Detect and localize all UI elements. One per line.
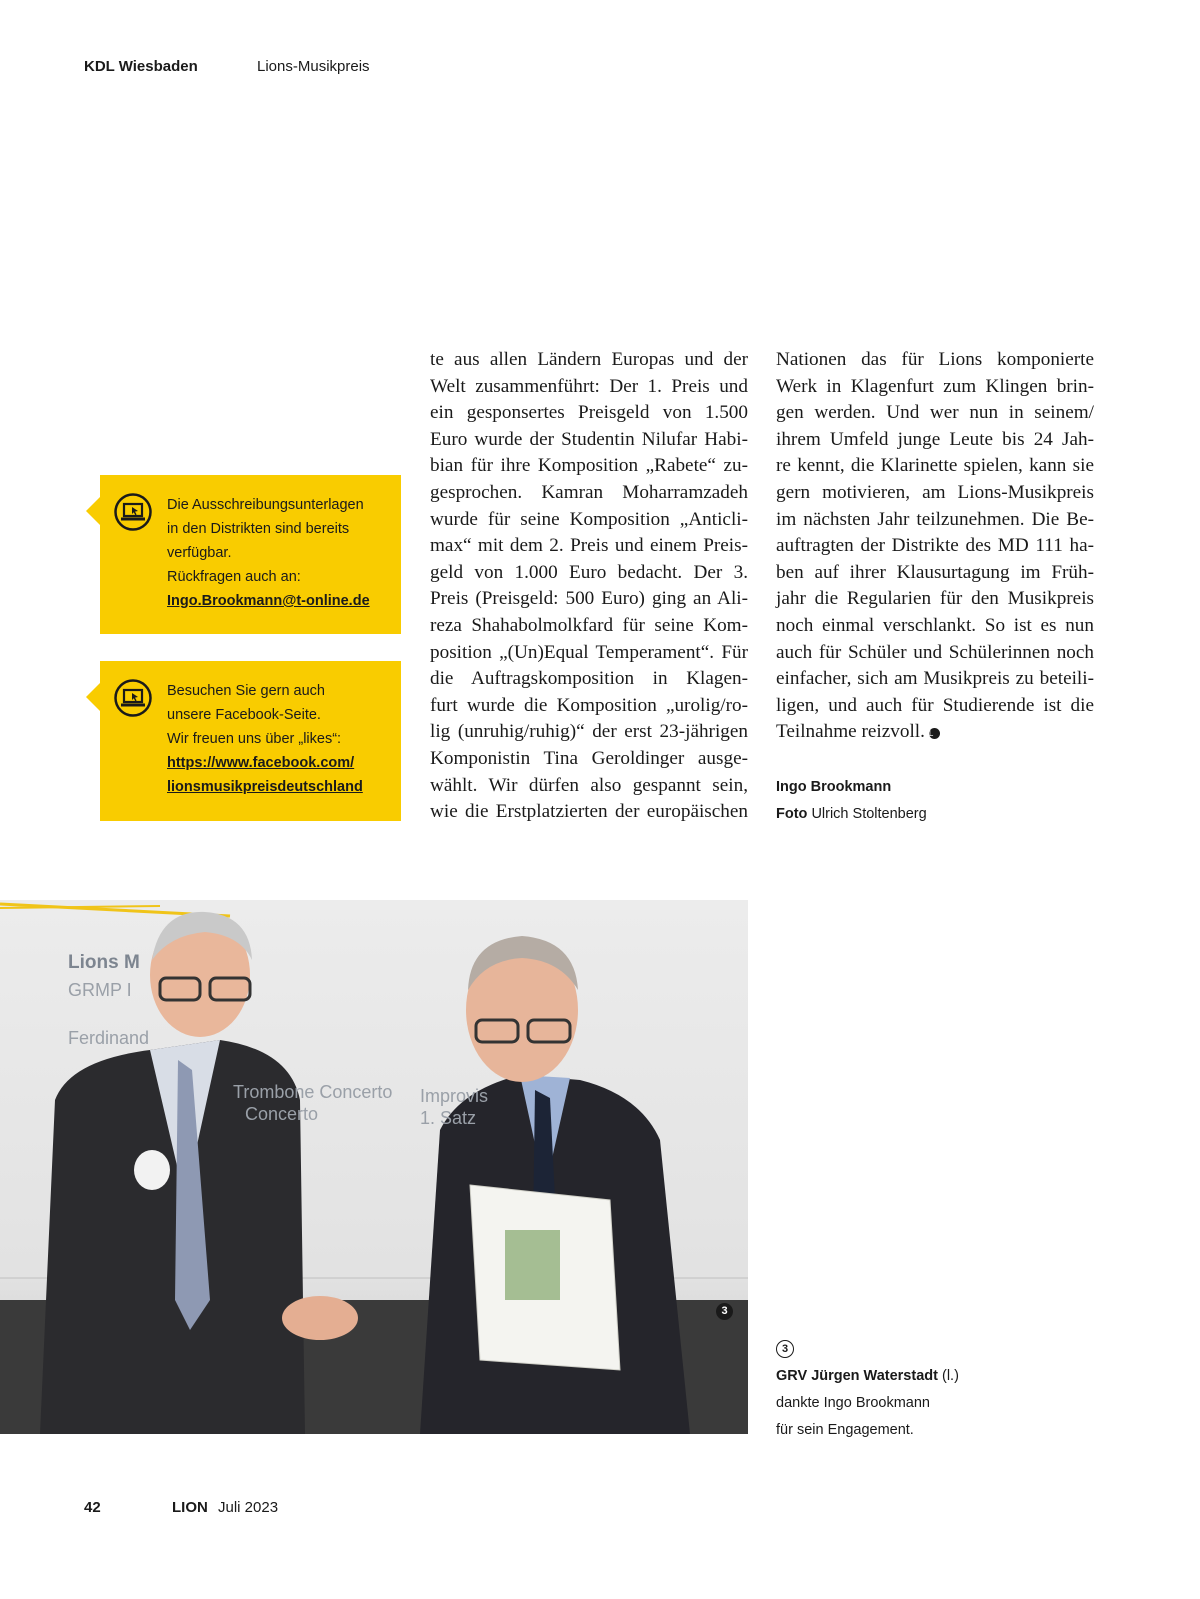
text-line: max“ mit dem 2. Preis und einem Preis- bbox=[430, 535, 748, 557]
info-line: Die Ausschreibungsunterlagen bbox=[167, 497, 364, 513]
text-line: ihrem Umfeld junge Leute bis 24 Jah- bbox=[776, 428, 1094, 450]
text-line: jahr die Regularien für den Musikpreis bbox=[776, 588, 1094, 610]
page-number: 42 bbox=[84, 1499, 101, 1516]
end-mark-icon: L bbox=[929, 728, 940, 739]
author-name: Ingo Brookmann bbox=[776, 779, 892, 795]
article-column-2 bbox=[776, 347, 1094, 746]
text-line: bian für ihre Komposition „Rabete“ zu- bbox=[430, 455, 748, 477]
text-line: ein gesponsertes Preisgeld von 1.500 bbox=[430, 402, 748, 424]
info-box-facebook bbox=[100, 661, 401, 821]
text-line: Euro wurde der Studentin Nilufar Habi- bbox=[430, 428, 748, 450]
text-line: position „(Un)Equal Temperament“. Für bbox=[430, 641, 748, 663]
caption-line: dankte Ingo Brookmann bbox=[776, 1395, 930, 1411]
photo-credit bbox=[776, 806, 927, 822]
screen-text: Ferdinand bbox=[68, 1028, 150, 1048]
photo-number-badge: 3 bbox=[716, 1303, 733, 1320]
info-line: Wir freuen uns über „likes“: bbox=[167, 731, 342, 747]
magazine-name: LION bbox=[172, 1499, 208, 1516]
screen-text: Concerto bbox=[245, 1104, 319, 1124]
laptop-cursor-icon bbox=[114, 493, 152, 531]
laptop-cursor-icon bbox=[114, 679, 152, 717]
text-line-final bbox=[776, 719, 1094, 746]
caption-line: für sein Engagement. bbox=[776, 1422, 914, 1438]
award-photo bbox=[0, 900, 748, 1434]
text-line: te aus allen Ländern Europas und der bbox=[430, 349, 748, 370]
info-line: verfügbar. bbox=[167, 545, 232, 561]
screen-text: GRMP I bbox=[68, 980, 132, 1000]
text-line: gesprochen. Kamran Moharramzadeh bbox=[430, 481, 748, 503]
screen-text: Lions M bbox=[68, 952, 140, 973]
text-line: noch einmal verschlankt. So ist es nun bbox=[776, 614, 1094, 636]
text-line: re kennt, die Klarinette spielen, kann sie bbox=[776, 455, 1094, 477]
text-line: wählt. Wir dürfen also gespannt sein, bbox=[430, 774, 748, 796]
text-line: gen werden. Und wer nun in seinem/ bbox=[776, 402, 1094, 424]
text-line: auftragten der Distrikte des MD 111 ha- bbox=[776, 535, 1094, 557]
info-line: in den Distrikten sind bereits bbox=[167, 521, 350, 537]
text-line: wurde für seine Komposition „Anticli- bbox=[430, 508, 748, 530]
section-title: KDL Wiesbaden bbox=[84, 58, 198, 75]
text-line: einfacher, sich am Musikpreis zu beteili- bbox=[776, 668, 1094, 690]
text-line: Welt zusammenführt: Der 1. Preis und bbox=[430, 375, 748, 397]
info-box-documents bbox=[100, 475, 401, 634]
caption-line bbox=[776, 1363, 959, 1390]
screen-text: Improvis bbox=[420, 1086, 489, 1106]
text-line: lig (unruhig/ruhig)“ der erst 23-jährigen bbox=[430, 721, 748, 743]
facebook-link[interactable]: lionsmusikpreisdeutschland bbox=[167, 779, 363, 795]
text-line: im nächsten Jahr teilzunehmen. Die Be- bbox=[776, 508, 1094, 530]
text-line: gern motivieren, am Lions-Musikpreis bbox=[776, 481, 1094, 503]
text-line: Teilnahme reizvoll. bbox=[776, 721, 925, 743]
text-line: wie die Erstplatzierten der europäischen bbox=[430, 801, 748, 823]
caption-name: GRV Jürgen Waterstadt bbox=[776, 1368, 938, 1384]
info-line: Besuchen Sie gern auch bbox=[167, 683, 325, 699]
screen-text: Trombone Concerto bbox=[233, 1082, 393, 1102]
issue-date: Juli 2023 bbox=[218, 1499, 279, 1516]
topic-title: Lions-Musikpreis bbox=[257, 58, 370, 75]
text-line: Nationen das für Lions komponierte bbox=[776, 349, 1094, 370]
caption-number: 3 bbox=[776, 1340, 794, 1358]
caption-suffix: (l.) bbox=[941, 1368, 959, 1384]
photo-credit-name: Ulrich Stoltenberg bbox=[811, 806, 927, 822]
screen-text: 1. Satz bbox=[420, 1108, 477, 1128]
text-line: Werk in Klagenfurt zum Klingen brin- bbox=[776, 375, 1094, 397]
text-line: auch für Schüler und Schülerinnen noch bbox=[776, 641, 1094, 663]
text-line: reza Shahabolmolkfard für seine Kom- bbox=[430, 614, 748, 636]
text-line: ligen, und auch für Studierende ist die bbox=[776, 694, 1094, 716]
text-line: die Auftragskomposition in Klagen- bbox=[430, 668, 748, 690]
text-line: ben auf ihrer Klausurtagung im Früh- bbox=[776, 561, 1094, 583]
info-line: Rückfragen auch an: bbox=[167, 569, 301, 585]
article-column-1 bbox=[430, 347, 748, 826]
info-line: unsere Facebook-Seite. bbox=[167, 707, 321, 723]
text-line: furt wurde die Komposition „urolig/ro- bbox=[430, 694, 748, 716]
text-line: Komponistin Tina Geroldinger ausge- bbox=[430, 747, 748, 769]
photo-credit-label: Foto bbox=[776, 806, 808, 822]
facebook-link[interactable]: https://www.facebook.com/ bbox=[167, 755, 355, 771]
text-line: geld von 1.000 Euro bedacht. Der 3. bbox=[430, 561, 748, 583]
text-line: Preis (Preisgeld: 500 Euro) ging an Ali- bbox=[430, 588, 748, 610]
email-link[interactable]: Ingo.Brookmann@t-online.de bbox=[167, 593, 370, 609]
